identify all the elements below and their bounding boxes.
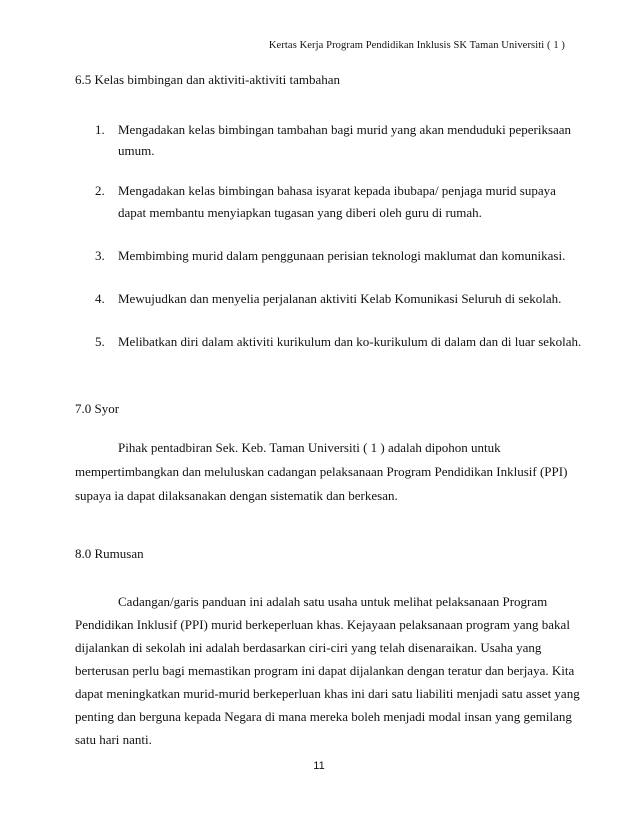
list-item-text: umum.: [118, 143, 155, 158]
paragraph-line: dapat meningkatkan murid-murid berkeperluan khas ini dari satu liabiliti menjadi satu asset yang: [75, 686, 580, 701]
list-item-number: 2.: [95, 183, 105, 198]
paragraph-line: Pendidikan Inklusif (PPI) murid berkeperluan khas. Kejayaan pelaksanaan program yang bakal: [75, 617, 570, 632]
list-item-number: 4.: [95, 291, 105, 306]
paragraph-line: supaya ia dapat dilaksanakan dengan sistematik dan berkesan.: [75, 488, 398, 503]
list-item-text: Mengadakan kelas bimbingan bahasa isyarat kepada ibubapa/ penjaga murid supaya: [118, 183, 556, 198]
page-header: Kertas Kerja Program Pendidikan Inklusis SK Taman Universiti ( 1 ): [268, 40, 565, 51]
list-item-text: Membimbing murid dalam penggunaan perisian teknologi maklumat dan komunikasi.: [118, 248, 566, 263]
list-item-number: 3.: [95, 248, 105, 263]
list-item-text: Mewujudkan dan menyelia perjalanan aktiviti Kelab Komunikasi Seluruh di sekolah.: [118, 291, 562, 306]
list-item-number: 1.: [95, 122, 105, 137]
section-8-heading: 8.0 Rumusan: [75, 546, 144, 561]
section-6-5-heading: 6.5 Kelas bimbingan dan aktiviti-aktiviti tambahan: [75, 72, 340, 87]
list-item-text: Mengadakan kelas bimbingan tambahan bagi murid yang akan menduduki peperiksaan: [118, 122, 572, 137]
paragraph-line: Cadangan/garis panduan ini adalah satu usaha untuk melihat pelaksanaan Program: [118, 594, 548, 609]
list-item-number: 5.: [95, 334, 105, 349]
paragraph-line: dijalankan di sekolah ini adalah berdasarkan ciri-ciri yang telah disenaraikan. Usaha yang: [75, 640, 542, 655]
page-number: 11: [313, 760, 325, 772]
paragraph-line: mempertimbangkan dan meluluskan cadangan pelaksanaan Program Pendidikan Inklusif (PPI): [75, 464, 568, 479]
list-item-text: dapat membantu menyiapkan tugasan yang diberi oleh guru di rumah.: [118, 205, 482, 220]
paragraph-line: berterusan perlu bagi memastikan program ini dapat dijalankan dengan teratur dan berjaya. Kita: [75, 663, 575, 678]
paragraph-line: Pihak pentadbiran Sek. Keb. Taman Universiti ( 1 ) adalah dipohon untuk: [118, 440, 501, 455]
section-7-heading: 7.0 Syor: [75, 401, 120, 416]
paragraph-line: satu hari nanti.: [75, 732, 152, 747]
paragraph-line: penting dan berguna kepada Negara di mana mereka boleh menjadi modal insan yang gemilang: [75, 709, 572, 724]
list-item-text: Melibatkan diri dalam aktiviti kurikulum dan ko-kurikulum di dalam dan di luar sekolah.: [118, 334, 582, 349]
